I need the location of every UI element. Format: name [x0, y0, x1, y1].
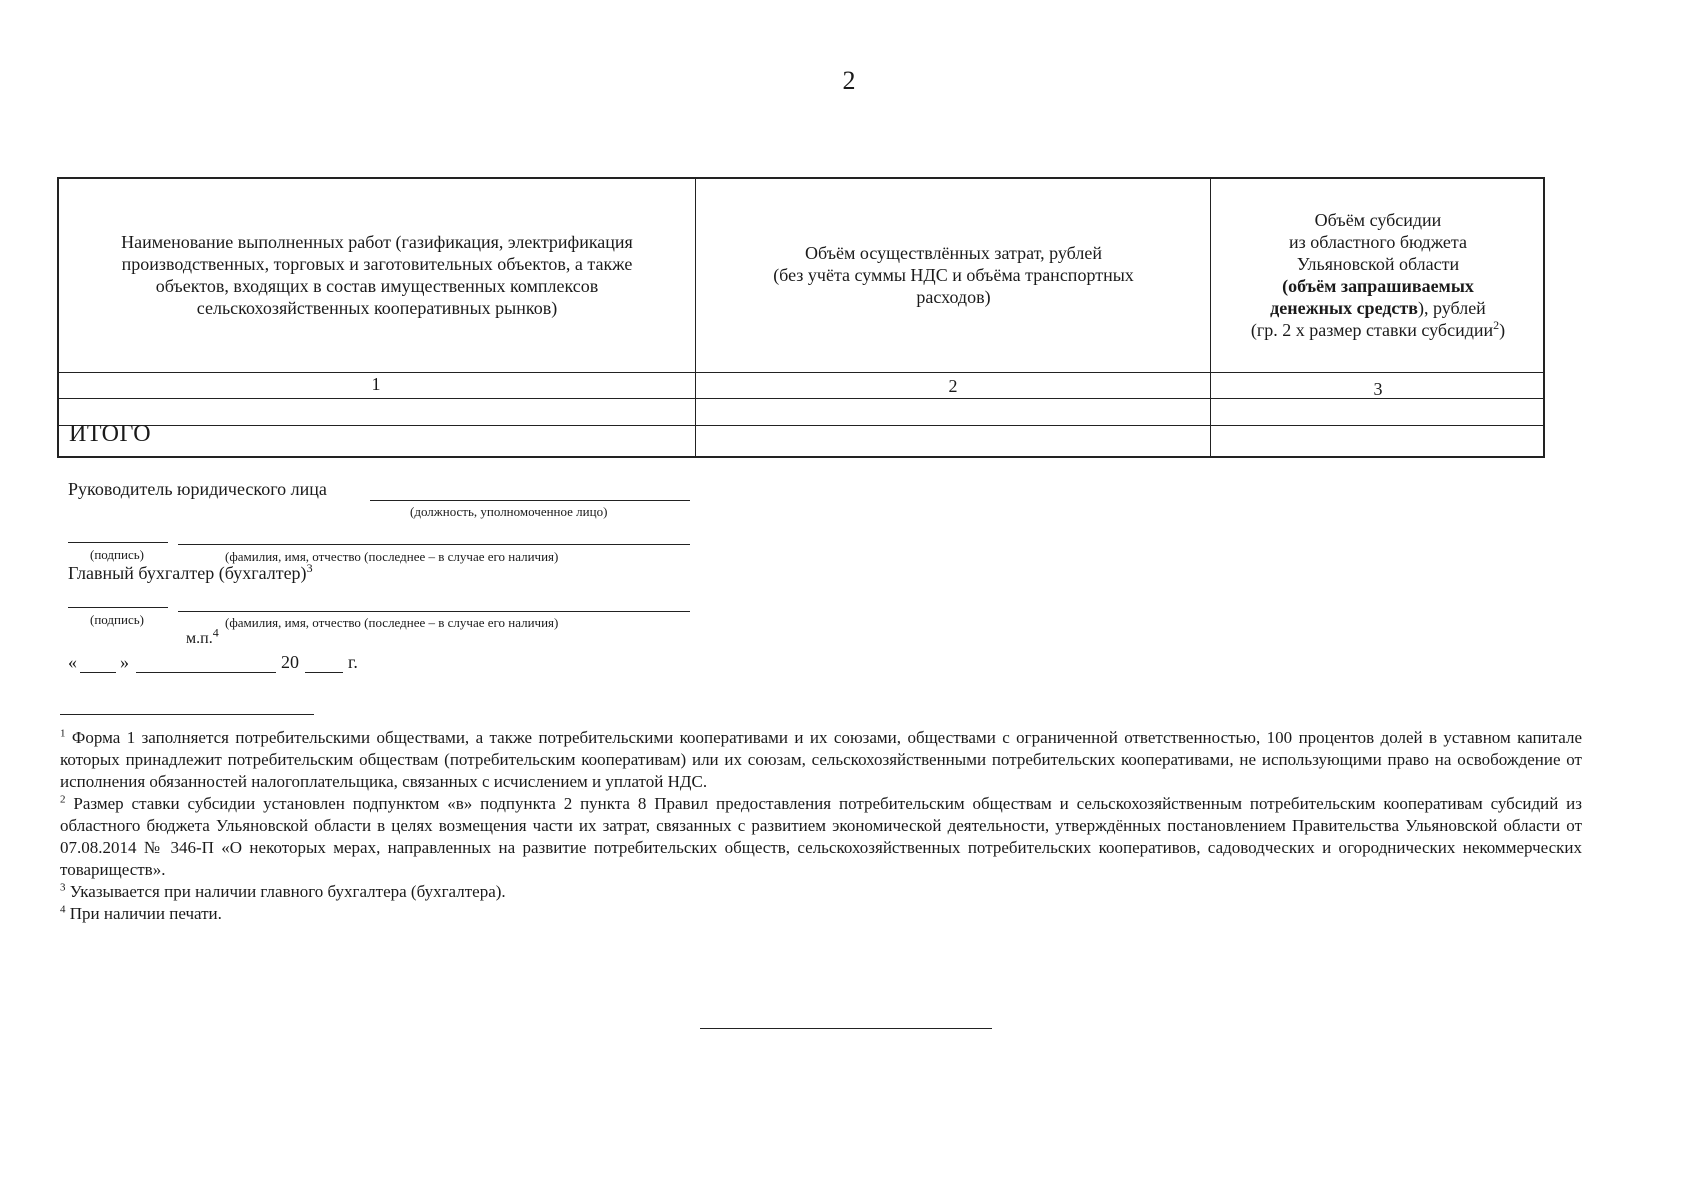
header-work-name [67, 177, 687, 372]
header-costs [702, 177, 1205, 372]
stamp-label-text: м.п. [186, 630, 213, 647]
header-costs-line: расходов) [916, 286, 991, 307]
header-subsidy-line-mixed [1251, 297, 1505, 319]
date-open-quote: « [68, 652, 77, 672]
table-row-line-data [57, 425, 1545, 426]
footnote-4 [60, 903, 1582, 925]
subsidy-table [57, 177, 1545, 458]
accountant-signature-line [68, 607, 168, 608]
accountant-signature-caption: (подпись) [90, 612, 144, 627]
head-position-line [370, 500, 690, 501]
column-number-1: 1 [371, 374, 381, 394]
total-label: ИТОГО [69, 421, 152, 447]
header-subsidy-bold-part: денежных средств [1270, 297, 1418, 318]
footnote-separator [60, 714, 314, 715]
accountant-name-caption: (фамилия, имя, отчество (последнее – в случае его наличия) [225, 615, 559, 630]
footnote-1 [60, 727, 1582, 793]
head-position-caption: (должность, уполномоченное лицо) [410, 504, 608, 519]
header-subsidy-line-bold: (объём запрашиваемых [1282, 275, 1474, 296]
table-row-line-header [57, 372, 1545, 373]
formula-end: ) [1499, 319, 1506, 340]
formula-text: (гр. 2 х размер ставки субсидии [1250, 319, 1494, 340]
head-signature-line [68, 542, 168, 543]
footnote-text: При наличии печати. [69, 904, 222, 923]
accountant-name-line [178, 611, 690, 612]
footnote-ref-3: 3 [306, 561, 313, 575]
footnote-text: Форма 1 заполняется потребительскими обществами, а также потребительскими кооперативами и их союзами, обществами с ограниченной ответственностью, 100 процентов долей в уставном капитале которых принадлежит потребительским обществам (потребительским кооперативам) или их союзам, сельскохозяйственными потребительских кооперативами, не использующими право на освобождение от исполнения обязанностей налогоплательщика, связанных с исчислением и уплатой НДС. [60, 728, 1583, 791]
stamp-label [186, 625, 219, 648]
header-subsidy [1215, 177, 1541, 372]
head-name-caption: (фамилия, имя, отчество (последнее – в случае его наличия) [225, 549, 559, 564]
head-name-line [178, 544, 690, 545]
header-costs-line: (без учёта суммы НДС и объёма транспортных [773, 264, 1134, 285]
footnote-number: 4 [60, 903, 66, 916]
header-work-name-line: производственных, торговых и заготовительных объектов, а также [121, 253, 633, 274]
column-number-3: 3 [1373, 379, 1383, 399]
date-month-line [136, 672, 276, 673]
header-subsidy-line: из областного бюджета [1289, 231, 1467, 252]
footnote-2 [60, 793, 1582, 881]
table-col-divider-1 [695, 177, 696, 458]
date-year-prefix: 20 [281, 652, 299, 672]
header-work-name-line: Наименование выполненных работ (газификация, электрификация [121, 231, 633, 252]
footnote-3 [60, 881, 1582, 903]
head-label: Руководитель юридического лица [68, 479, 327, 499]
header-work-name-line: сельскохозяйственных кооперативных рынков) [196, 297, 558, 318]
date-year-suffix: г. [348, 652, 358, 672]
header-costs-line: Объём осуществлённых затрат, рублей [805, 242, 1102, 263]
header-subsidy-line: Объём субсидии [1314, 209, 1442, 230]
table-border-bottom [57, 456, 1545, 458]
page-number: 2 [842, 66, 856, 95]
footnote-number: 2 [60, 793, 66, 806]
table-col-divider-2 [1210, 177, 1211, 458]
footnote-number: 1 [60, 727, 66, 740]
header-subsidy-line: Ульяновской области [1296, 253, 1460, 274]
footnotes [60, 727, 1582, 925]
closing-rule [700, 1028, 992, 1029]
table-border-right [1543, 177, 1545, 458]
date-close-quote: » [120, 652, 129, 672]
footnote-number: 3 [60, 881, 66, 894]
header-subsidy-line-formula [1251, 319, 1505, 341]
table-border-left [57, 177, 59, 458]
header-subsidy-rest-part: ), рублей [1417, 297, 1486, 318]
accountant-label [68, 563, 313, 584]
footnote-text: Указывается при наличии главного бухгалтера (бухгалтера). [69, 882, 506, 901]
footnote-ref-4: 4 [212, 625, 219, 640]
head-signature-caption: (подпись) [90, 547, 144, 562]
accountant-label-text: Главный бухгалтер (бухгалтер) [68, 563, 307, 583]
column-number-2: 2 [948, 376, 958, 396]
header-work-name-line: объектов, входящих в состав имущественных комплексов [155, 275, 599, 296]
date-year-line [305, 672, 343, 673]
footnote-ref-2: 2 [1493, 317, 1500, 332]
footnote-text: Размер ставки субсидии установлен подпунктом «в» подпункта 2 пункта 8 Правил предоставления потребительским обществам и сельскохозяйственным потребительским кооперативам субсидий из областного бюджета Ульяновской области в целях возмещения части их затрат, связанных с развитием экономической деятельности, утверждённых постановлением Правительства Ульяновской области от 07.08.2014 № 346-П «О некоторых мерах, направленных на развитие потребительских обществ, сельскохозяйственных потребительских кооперативов, садоводческих и огороднических некоммерческих товариществ». [60, 794, 1582, 879]
date-day-line [80, 672, 116, 673]
